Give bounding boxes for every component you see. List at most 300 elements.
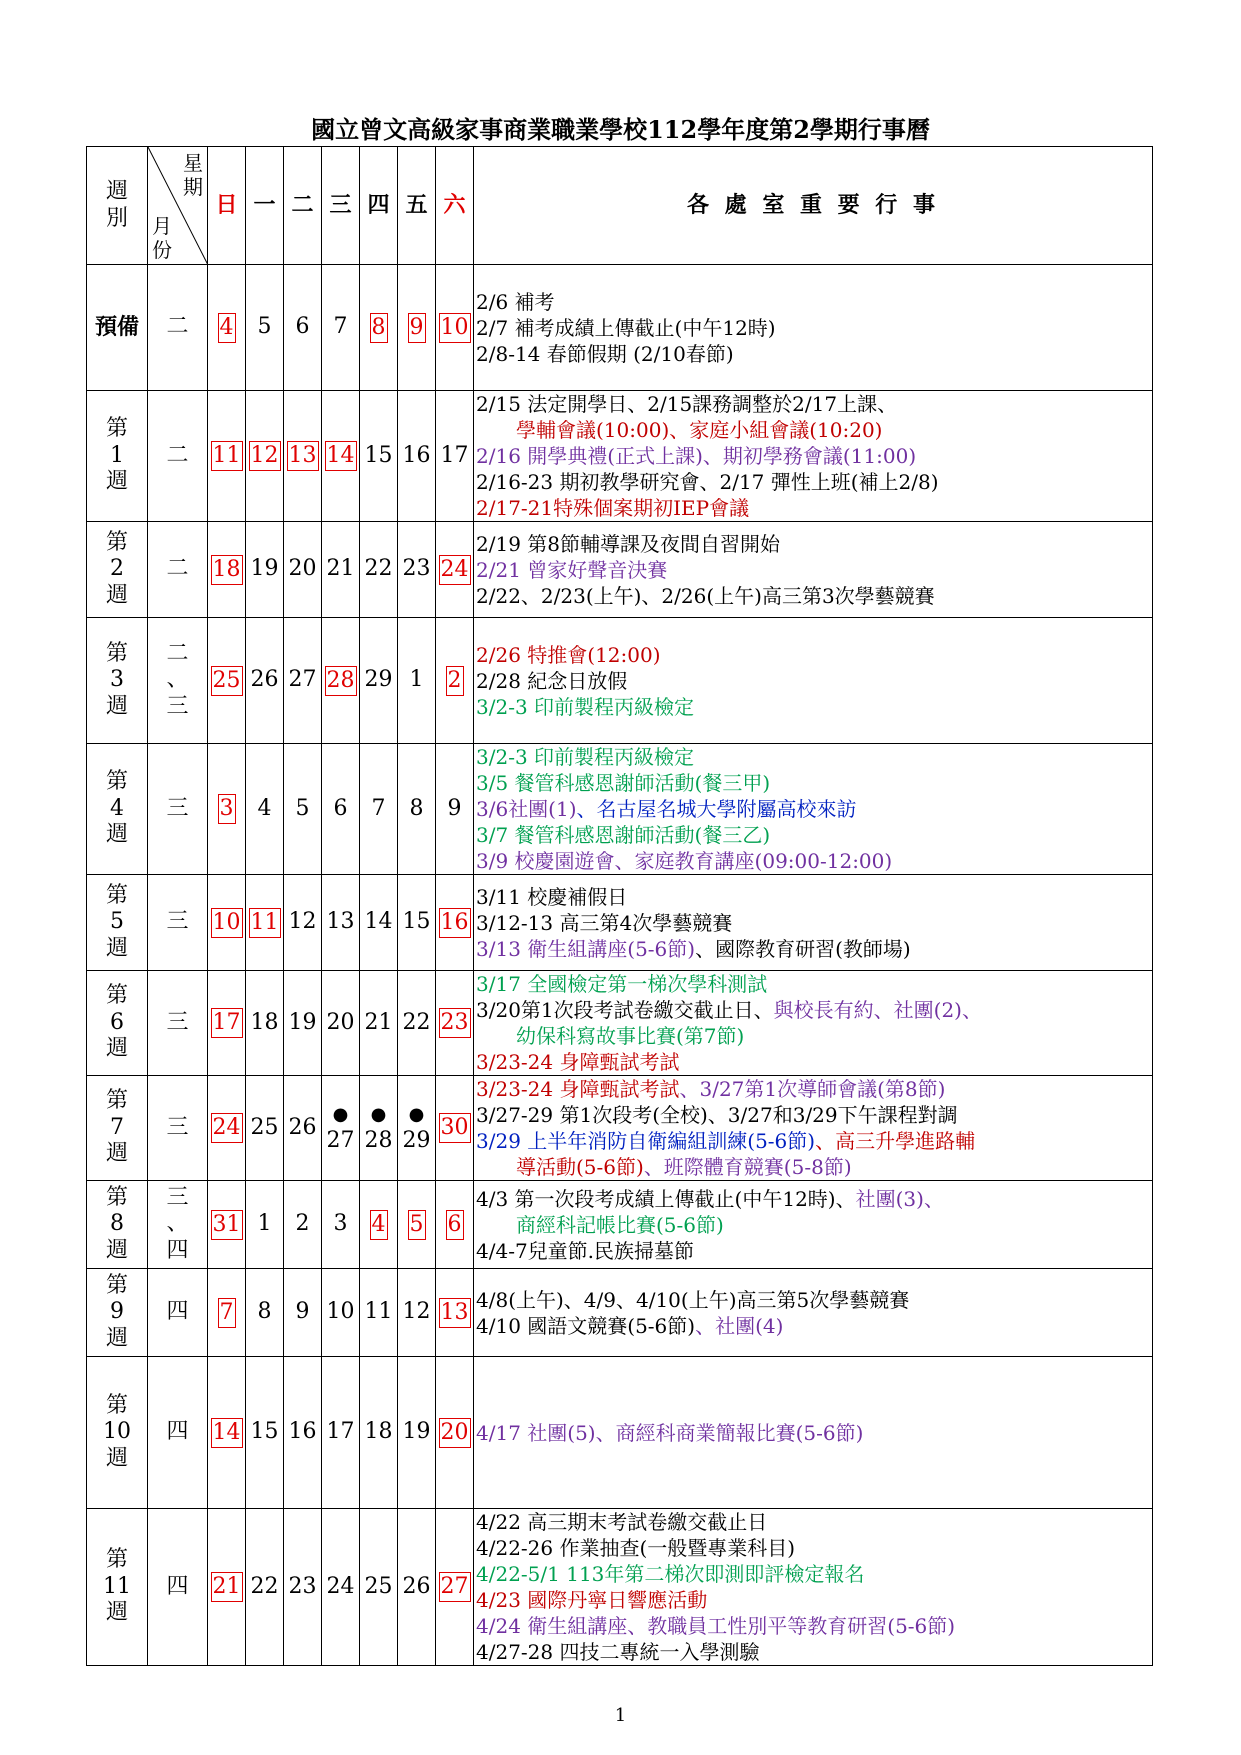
holiday-day-number: 9 <box>408 313 426 343</box>
day-cell <box>208 1269 246 1357</box>
event-line <box>476 910 1150 936</box>
week-label: 第 8 週 <box>87 1181 148 1269</box>
day-number: 1 <box>257 1211 272 1237</box>
day-cell <box>208 875 246 971</box>
event-text: 導活動(5-6節) <box>516 1155 644 1179</box>
holiday-day-number: 31 <box>211 1210 243 1240</box>
day-cell <box>436 265 474 391</box>
day-number: 22 <box>250 1573 279 1599</box>
day-cell <box>360 1269 398 1357</box>
event-text: 、高三升學進路輔 <box>815 1129 976 1153</box>
event-line <box>476 770 1150 796</box>
day-number: 18 <box>364 1419 393 1445</box>
day-cell <box>436 1509 474 1666</box>
day-cell <box>322 875 360 971</box>
day-cell <box>322 1076 360 1181</box>
holiday-day-number: 13 <box>439 1298 471 1328</box>
events-cell <box>474 1269 1153 1357</box>
day-cell <box>398 971 436 1076</box>
day-cell <box>398 522 436 618</box>
day-cell <box>246 522 284 618</box>
day-number: 14 <box>364 909 393 935</box>
holiday-day-number: 7 <box>218 1298 236 1328</box>
day-cell <box>360 618 398 744</box>
holiday-day-number: 28 <box>325 666 357 696</box>
events-cell <box>474 1509 1153 1666</box>
day-cell <box>360 1357 398 1509</box>
month-label: 三 <box>148 1076 208 1181</box>
day-cell <box>246 971 284 1076</box>
event-line <box>476 289 1150 315</box>
day-cell <box>436 1357 474 1509</box>
day-cell <box>360 522 398 618</box>
day-header-sat: 六 <box>436 147 474 265</box>
day-cell <box>208 1076 246 1181</box>
holiday-day-number: 5 <box>408 1210 426 1240</box>
day-cell <box>208 1181 246 1269</box>
day-cell <box>284 391 322 522</box>
event-line <box>476 744 1150 770</box>
event-line <box>476 1420 1150 1446</box>
day-number: 16 <box>402 442 431 468</box>
event-line <box>476 1212 1150 1238</box>
day-header-mon: 一 <box>246 147 284 265</box>
events-cell <box>474 522 1153 618</box>
event-text: 3/23-24 身障甄試考試 <box>476 1077 680 1101</box>
week-label: 預備 <box>87 265 148 391</box>
day-number: 12 <box>288 909 317 935</box>
holiday-day-number: 10 <box>439 313 471 343</box>
holiday-day-number: 14 <box>325 441 357 471</box>
day-cell <box>284 1076 322 1181</box>
day-number: 19 <box>250 556 279 582</box>
event-text: 4/10 國語文競賽(5-6節) <box>476 1313 696 1338</box>
event-text: 與校長有約、社團(2)、 <box>773 998 982 1022</box>
day-cell <box>208 522 246 618</box>
event-text: 、商經科商業簡報比賽(5-6節) <box>595 1420 864 1445</box>
exam-dot-icon: ● <box>408 1103 425 1125</box>
day-number: 10 <box>326 1299 355 1325</box>
holiday-day-number: 24 <box>439 555 471 585</box>
events-cell <box>474 971 1153 1076</box>
day-header-sun: 日 <box>208 147 246 265</box>
day-header-thu: 四 <box>360 147 398 265</box>
day-cell <box>322 391 360 522</box>
event-line <box>476 469 1150 495</box>
day-number: 15 <box>364 442 393 468</box>
event-text: 商經科記帳比賽(5-6節) <box>516 1212 724 1237</box>
week-row <box>87 1357 1153 1509</box>
week-label: 第 3 週 <box>87 618 148 744</box>
event-text: 3/11 校慶補假日 <box>476 884 628 909</box>
event-line <box>476 848 1150 874</box>
event-text: 3/2-3 印前製程丙級檢定 <box>476 694 695 719</box>
weekday-label: 星 期 <box>183 151 203 199</box>
week-label: 第 1 週 <box>87 391 148 522</box>
day-number: 11 <box>364 1299 393 1325</box>
day-number: 29 <box>402 1127 431 1153</box>
event-text: 2/16-23 期初教學研究會、2/17 彈性上班(補上2/8) <box>476 470 939 494</box>
week-row <box>87 1509 1153 1666</box>
day-cell <box>398 265 436 391</box>
holiday-day-number: 27 <box>439 1572 471 1602</box>
day-cell <box>322 971 360 1076</box>
event-line <box>476 1639 1150 1665</box>
event-text: 4/22 高三期末考試卷繳交截止日 <box>476 1510 768 1534</box>
event-line <box>476 1587 1150 1613</box>
event-text: 2/15 法定開學日、2/15課務調整於2/17上課、 <box>476 392 898 416</box>
day-number: 24 <box>326 1573 355 1599</box>
event-text: 、班際體育競賽(5-8節) <box>643 1155 852 1179</box>
event-text: 、名古屋名城大學附屬高校來訪 <box>576 797 857 821</box>
holiday-day-number: 8 <box>370 313 388 343</box>
event-line <box>476 557 1150 583</box>
day-number: 15 <box>250 1419 279 1445</box>
events-cell <box>474 744 1153 875</box>
day-header-tue: 二 <box>284 147 322 265</box>
day-number: 6 <box>333 795 348 821</box>
weekday-month-diagonal-header <box>148 147 208 265</box>
events-cell <box>474 618 1153 744</box>
day-cell <box>208 744 246 875</box>
event-text: 4/17 社團(5) <box>476 1420 596 1445</box>
events-cell <box>474 1076 1153 1181</box>
holiday-day-number: 6 <box>446 1210 464 1240</box>
event-text: 3/6社團(1) <box>476 797 577 821</box>
day-cell <box>246 618 284 744</box>
event-text: 3/17 全國檢定第一梯次學科測試 <box>476 972 768 996</box>
day-cell <box>322 1181 360 1269</box>
event-text: 、社團(4) <box>695 1313 784 1338</box>
month-label: 三 <box>148 744 208 875</box>
day-number: 21 <box>326 556 355 582</box>
event-text: 、3/27第1次導師會議(第8節) <box>679 1077 946 1101</box>
holiday-day-number: 23 <box>439 1008 471 1038</box>
day-cell <box>284 1357 322 1509</box>
holiday-day-number: 4 <box>218 313 236 343</box>
day-cell <box>284 971 322 1076</box>
day-cell <box>322 265 360 391</box>
day-cell <box>360 971 398 1076</box>
holiday-day-number: 24 <box>211 1113 243 1143</box>
month-label: 四 <box>148 1357 208 1509</box>
day-cell <box>398 1357 436 1509</box>
day-number: 22 <box>364 556 393 582</box>
week-row <box>87 875 1153 971</box>
day-number: 25 <box>250 1114 279 1140</box>
event-line <box>476 668 1150 694</box>
event-text: 3/7 餐管科感恩謝師活動(餐三乙) <box>476 823 771 847</box>
event-text: 4/24 衛生組講座、教職員工性別平等教育研習(5-6節) <box>476 1614 956 1638</box>
day-cell <box>322 744 360 875</box>
day-number: 20 <box>326 1009 355 1035</box>
week-row <box>87 265 1153 391</box>
day-number: 8 <box>409 795 424 821</box>
day-cell <box>436 1076 474 1181</box>
day-number: 28 <box>364 1127 393 1153</box>
event-line <box>476 1313 1150 1339</box>
exam-dot-icon: ● <box>332 1103 349 1125</box>
week-row <box>87 1076 1153 1181</box>
day-cell <box>360 1509 398 1666</box>
day-cell <box>360 875 398 971</box>
day-cell <box>284 265 322 391</box>
event-text: 學輔會議(10:00)、家庭小組會議(10:20) <box>516 418 883 442</box>
day-number: 23 <box>288 1573 317 1599</box>
day-number: 3 <box>333 1211 348 1237</box>
day-cell <box>246 875 284 971</box>
day-cell <box>284 875 322 971</box>
event-text: 2/21 曾家好聲音決賽 <box>476 557 668 582</box>
events-cell <box>474 391 1153 522</box>
day-number: 16 <box>288 1419 317 1445</box>
week-row <box>87 391 1153 522</box>
event-line <box>476 315 1150 341</box>
event-text: 、國際教育研習(教師場) <box>695 936 911 961</box>
day-cell <box>322 1269 360 1357</box>
event-text: 2/22、2/23(上午)、2/26(上午)高三第3次學藝競賽 <box>476 583 935 608</box>
event-text: 4/23 國際丹寧日響應活動 <box>476 1588 708 1612</box>
event-line <box>476 583 1150 609</box>
week-row <box>87 744 1153 875</box>
event-text: 4/27-28 四技二專統一入學測驗 <box>476 1640 760 1664</box>
event-text: 2/28 紀念日放假 <box>476 668 628 693</box>
holiday-day-number: 11 <box>249 908 281 938</box>
event-line <box>476 1128 1150 1154</box>
week-label: 第 10 週 <box>87 1357 148 1509</box>
event-text: 3/27-29 第1次段考(全校)、3/27和3/29下午課程對調 <box>476 1103 958 1127</box>
events-cell <box>474 1181 1153 1269</box>
week-row <box>87 1269 1153 1357</box>
event-line <box>476 1102 1150 1128</box>
day-cell <box>322 618 360 744</box>
day-number: 13 <box>326 909 355 935</box>
event-line <box>476 796 1150 822</box>
event-line <box>476 1049 1150 1075</box>
event-text: 2/7 補考成績上傳截止(中午12時) <box>476 315 776 340</box>
header-row <box>87 147 1153 265</box>
day-cell <box>208 1357 246 1509</box>
month-label: 四 <box>148 1509 208 1666</box>
week-label: 第 5 週 <box>87 875 148 971</box>
day-number: 6 <box>295 314 310 340</box>
month-label: 二 <box>148 391 208 522</box>
event-text: 3/12-13 高三第4次學藝競賽 <box>476 910 733 935</box>
day-number: 2 <box>295 1211 310 1237</box>
day-cell <box>208 265 246 391</box>
holiday-day-number: 25 <box>211 666 243 696</box>
event-line <box>476 391 1150 417</box>
day-cell <box>284 1509 322 1666</box>
event-text: 3/23-24 身障甄試考試 <box>476 1050 680 1074</box>
week-label: 第 4 週 <box>87 744 148 875</box>
day-number: 12 <box>402 1299 431 1325</box>
day-cell <box>398 1076 436 1181</box>
event-line <box>476 1613 1150 1639</box>
day-number: 7 <box>333 314 348 340</box>
events-cell <box>474 1357 1153 1509</box>
event-line <box>476 531 1150 557</box>
events-cell <box>474 875 1153 971</box>
event-line <box>476 1238 1150 1264</box>
day-cell <box>360 391 398 522</box>
day-cell <box>436 391 474 522</box>
holiday-day-number: 3 <box>218 794 236 824</box>
month-label: 二 <box>148 522 208 618</box>
week-column-header: 週 別 <box>87 147 148 265</box>
day-number: 27 <box>288 667 317 693</box>
day-header-fri: 五 <box>398 147 436 265</box>
month-label: 四 <box>148 1269 208 1357</box>
week-row <box>87 1181 1153 1269</box>
day-cell <box>208 1509 246 1666</box>
day-number: 8 <box>257 1299 272 1325</box>
event-text: 3/20第1次段考試卷繳交截止日、 <box>476 998 774 1022</box>
week-label: 第 9 週 <box>87 1269 148 1357</box>
event-text: 4/8(上午)、4/9、4/10(上午)高三第5次學藝競賽 <box>476 1287 910 1312</box>
event-line <box>476 417 1150 443</box>
holiday-day-number: 14 <box>211 1418 243 1448</box>
holiday-day-number: 4 <box>370 1210 388 1240</box>
event-line <box>476 642 1150 668</box>
calendar-table <box>86 146 1153 1666</box>
day-cell <box>398 744 436 875</box>
week-label: 第 6 週 <box>87 971 148 1076</box>
month-label: 三 、 四 <box>148 1181 208 1269</box>
event-text: 社團(3)、 <box>855 1186 944 1211</box>
day-cell <box>436 744 474 875</box>
day-cell <box>284 522 322 618</box>
day-cell <box>436 875 474 971</box>
event-line <box>476 1535 1150 1561</box>
day-cell <box>436 522 474 618</box>
day-cell <box>322 1357 360 1509</box>
day-cell <box>322 522 360 618</box>
day-cell <box>398 618 436 744</box>
holiday-day-number: 17 <box>211 1008 243 1038</box>
day-cell <box>246 1269 284 1357</box>
day-cell <box>436 1269 474 1357</box>
day-cell <box>398 1269 436 1357</box>
day-cell <box>322 1509 360 1666</box>
day-cell <box>398 875 436 971</box>
event-text: 4/4-7兒童節.民族掃墓節 <box>476 1238 695 1263</box>
event-text: 2/17-21特殊個案期初IEP會議 <box>476 496 750 520</box>
week-row <box>87 618 1153 744</box>
day-number: 19 <box>402 1419 431 1445</box>
month-label: 二 、 三 <box>148 618 208 744</box>
day-number: 5 <box>257 314 272 340</box>
week-row <box>87 971 1153 1076</box>
page-number: 1 <box>614 1705 627 1726</box>
day-cell <box>208 971 246 1076</box>
day-number: 9 <box>447 795 462 821</box>
event-line <box>476 1023 1150 1049</box>
day-cell <box>284 1181 322 1269</box>
holiday-day-number: 18 <box>211 555 243 585</box>
day-header-wed: 三 <box>322 147 360 265</box>
day-cell <box>246 1357 284 1509</box>
day-cell <box>284 744 322 875</box>
week-label: 第 11 週 <box>87 1509 148 1666</box>
holiday-day-number: 11 <box>211 441 243 471</box>
week-row <box>87 522 1153 618</box>
event-line <box>476 1186 1150 1212</box>
holiday-day-number: 30 <box>439 1113 471 1143</box>
holiday-day-number: 21 <box>211 1572 243 1602</box>
day-number: 27 <box>326 1127 355 1153</box>
event-text: 3/2-3 印前製程丙級檢定 <box>476 745 695 769</box>
day-cell <box>360 1076 398 1181</box>
day-number: 29 <box>364 667 393 693</box>
day-number: 5 <box>295 795 310 821</box>
event-line <box>476 443 1150 469</box>
event-line <box>476 694 1150 720</box>
day-cell <box>436 1181 474 1269</box>
event-text: 4/22-26 作業抽查(一般暨專業科目) <box>476 1536 796 1560</box>
event-line <box>476 822 1150 848</box>
day-cell <box>246 1076 284 1181</box>
events-header: 各 處 室 重 要 行 事 <box>474 147 1153 265</box>
event-text: 2/26 特推會(12:00) <box>476 642 661 667</box>
event-text: 2/8-14 春節假期 (2/10春節) <box>476 341 734 366</box>
month-label: 二 <box>148 265 208 391</box>
holiday-day-number: 10 <box>211 908 243 938</box>
event-text: 3/13 衛生組講座(5-6節) <box>476 936 696 961</box>
event-text: 2/6 補考 <box>476 289 555 314</box>
week-label: 第 7 週 <box>87 1076 148 1181</box>
day-number: 7 <box>371 795 386 821</box>
day-number: 15 <box>402 909 431 935</box>
day-cell <box>398 391 436 522</box>
day-number: 17 <box>440 442 469 468</box>
day-number: 26 <box>288 1114 317 1140</box>
day-cell <box>360 744 398 875</box>
holiday-day-number: 2 <box>446 666 464 696</box>
holiday-day-number: 20 <box>439 1418 471 1448</box>
day-cell <box>284 618 322 744</box>
holiday-day-number: 12 <box>249 441 281 471</box>
event-line <box>476 971 1150 997</box>
event-line <box>476 884 1150 910</box>
day-number: 17 <box>326 1419 355 1445</box>
day-number: 23 <box>402 556 431 582</box>
month-label: 三 <box>148 875 208 971</box>
holiday-day-number: 13 <box>287 441 319 471</box>
event-line <box>476 936 1150 962</box>
day-number: 9 <box>295 1299 310 1325</box>
day-number: 21 <box>364 1009 393 1035</box>
day-cell <box>436 618 474 744</box>
event-text: 4/3 第一次段考成績上傳截止(中午12時)、 <box>476 1186 856 1211</box>
day-number: 26 <box>402 1573 431 1599</box>
month-label: 三 <box>148 971 208 1076</box>
day-cell <box>360 265 398 391</box>
day-number: 1 <box>409 667 424 693</box>
event-text: 3/5 餐管科感恩謝師活動(餐三甲) <box>476 771 771 795</box>
day-cell <box>246 1181 284 1269</box>
day-cell <box>246 265 284 391</box>
page-title: 國立曾文高級家事商業職業學校112學年度第2學期行事曆 <box>311 115 930 144</box>
day-cell <box>208 618 246 744</box>
exam-dot-icon: ● <box>370 1103 387 1125</box>
day-number: 22 <box>402 1009 431 1035</box>
event-line <box>476 997 1150 1023</box>
event-line <box>476 1561 1150 1587</box>
day-number: 18 <box>250 1009 279 1035</box>
events-cell <box>474 265 1153 391</box>
day-number: 4 <box>257 795 272 821</box>
